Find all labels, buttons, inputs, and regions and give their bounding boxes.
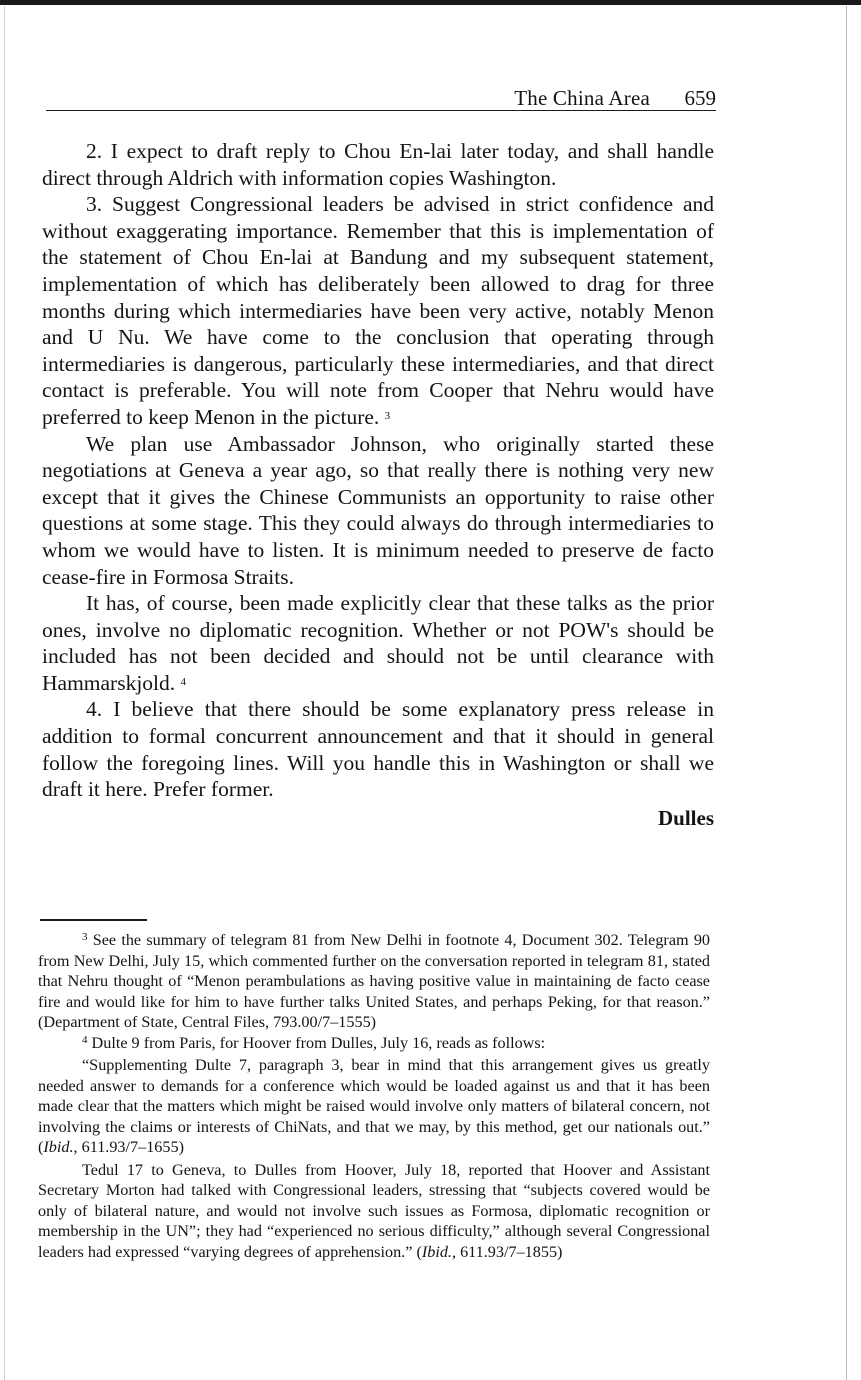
paragraph-4 [42, 696, 714, 802]
footnotes [38, 930, 710, 1262]
paragraph-johnson-text: We plan use Ambassador Johnson, who originally started these negotiations at Geneva a year ago, so that really there is nothing very new except that it gives the Chinese Communists an opportunity to raise other questions at some stage. This they could always do through intermediaries to whom we would have to listen. It is minimum needed to preserve de facto cease-fire in Formosa Straits. [42, 431, 714, 589]
paragraph-johnson [42, 431, 714, 591]
footnote-4-text: Dulte 9 from Paris, for Hoover from Dulles, July 16, reads as follows: [91, 1033, 546, 1052]
body-text [42, 138, 714, 831]
footnote-4-number: 4 [82, 1033, 88, 1046]
footnote-rule [40, 919, 147, 921]
footnote-4-quote-ibid: Ibid. [43, 1138, 74, 1156]
paragraph-2-text: 2. I expect to draft reply to Chou En-lai later today, and shall handle direct through Aldrich with information copies Washington. [42, 139, 714, 190]
top-border-rule [0, 0, 861, 5]
footnote-3-text: See the summary of telegram 81 from New Delhi in footnote 4, Document 302. Telegram 90 from New Delhi, July 15, which commented further on the conversation reported in telegram 81, stated that Nehru thought of “Menon perambulations as having positive value in maintaining de facto cease fire and would like for him to have further talks United States, and perhaps Peking, for that reason.” (Department of State, Central Files, 793.00/7–1555) [38, 931, 711, 1031]
footnote-4-tedul-ibid: Ibid. [421, 1242, 452, 1261]
page-left-edge [4, 6, 5, 1380]
paragraph-3 [42, 191, 714, 430]
footnote-4-tedul-ref: , 611.93/7–1855) [451, 1242, 563, 1261]
paragraph-4-text: 4. I believe that there should be some explanatory press release in addition to formal concurrent announcement and that it should in general follow the foregoing lines. Will you handle this in Washington or shall we draft it here. Prefer former. [42, 697, 714, 802]
page-header [46, 84, 716, 111]
signature: Dulles [657, 805, 714, 830]
running-head: The China Area [514, 86, 650, 110]
paragraph-recognition [42, 590, 714, 696]
footnote-4-tedul-text: Tedul 17 to Geneva, to Dulles from Hoover, July 18, reported that Hoover and Assistant Secretary Morton had talked with Congressional leaders, stressing that “subjects covered would be only of bilateral nature, and would not involve such issues as Formosa, diplomatic recognition or membership in the UN”; they had “experienced no serious difficulty,” although several Congressional leaders had expressed “varying degrees of apprehension.” ( [38, 1160, 710, 1261]
footnote-ref-4: 4 [180, 675, 187, 688]
page-number: 659 [684, 86, 716, 110]
footnote-3 [38, 930, 710, 1033]
footnote-3-number: 3 [82, 931, 88, 943]
footnote-ref-3: 3 [384, 409, 391, 422]
page-right-edge [846, 6, 847, 1380]
paragraph-3-text: 3. Suggest Congressional leaders be advised in strict confidence and without exaggerating importance. Remember that this is implementation of the statement of Chou En-lai at Bandung and my subsequent statement, implementation of which has deliberately been allowed to drag for three months during which intermediaries have been very active, notably Menon and U Nu. We have come to the conclusion that operating through intermediaries is dangerous, particularly these intermediaries, and that direct contact is preferable. You will note from Cooper that Nehru would have preferred to keep Menon in the picture. [42, 192, 714, 429]
footnote-4 [38, 1033, 710, 1054]
footnote-4-quote [38, 1055, 710, 1158]
paragraph-2 [42, 138, 714, 191]
footnote-4-tedul [38, 1160, 710, 1263]
paragraph-recognition-text: It has, of course, been made explicitly clear that these talks as the prior ones, involve no diplomatic recognition. Whether or not POW's should be included has not been decided and should not be until clearance with Hammarskjold. [42, 591, 714, 695]
footnote-4-quote-text: “Supplementing Dulte 7, paragraph 3, bear in mind that this arrangement gives us greatly needed answer to demands for a conference which would be loaded against us and that it has been made clear that the matters which might be raised would involve only matters of bilateral concern, not involving the claims or interests of ChiNats, and that we may, by this method, get our nationals out.” ( [38, 1056, 710, 1156]
footnote-4-quote-ref: , 611.93/7–1655) [73, 1138, 184, 1156]
